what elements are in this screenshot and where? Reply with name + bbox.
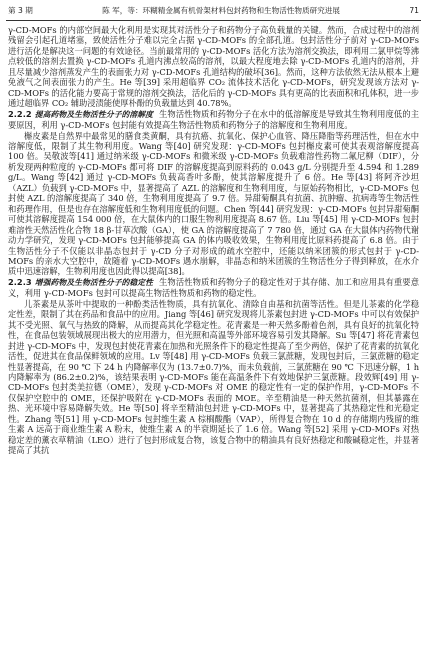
running-title: 陈 军，等：环糊精金属有机骨架材料包封药物和生物活性物质研究进展: [102, 5, 340, 15]
paragraph-solubility: 槲皮素是自然界中最常见的膳食类黄酮，具有抗癌、抗氧化、保护心血管、降压降脂等药理活性，但在水中溶解度低，限制了其生物利用度。Wang 等[40] 研究发现：γ-CD-MOFs 包封槲皮素可使其表观溶解度提高 100 倍。吴敬波等[41] 通过纳米级 γ-CD-MOFs 和微米级 γ-CD-MOFs 负载难溶性药物二氟尼柳（DIF），分析发现两种粒度的 γ-CD-MOFs 都可将 DIF 的溶解度提高到原料药的 0.043 g/L 分别提升至 4.594 和 1.289 g/L。Wang 等[42] 通过 γ-CD-MOFs 负载高香叶多酚，使其溶解度提升了 6 倍。He 等[43] 将阿齐沙坦（AZL）负载到 γ-CD-MOFs 中，显著提高了 AZL 的溶解度和生物利用度，与原始药物相比，γ-CD-MOFs 包封使 AZL 的溶解度提高了 340 倍，生物利用度提高了 9.7 倍。异甜菊酮具有抗菌、抗肿瘤、抗病毒等生物活性和药理作用，但是也存在溶解度低和生物利用度低的问题。Chen 等[44] 研究发现：γ-CD-MOFs 包封异甜菊酮可使其溶解度提高 154 000 倍，在大鼠体内的口服生物利用度提高 8.67 倍。Liu 等[45] 用 γ-CD-MOFs 包封难溶性天然活性化合物 18 β-甘草次酸（GA），使 GA 的溶解度提高了 7 780 倍，通过 GA 在大鼠体内药物代谢动力学研究，发现 γ-CD-MOFs 包封能够提高 GA 的体内吸收效果，生物利用度比原料药提高了 6.8 倍。由于生物活性分子不仅能以非晶态包封于 γ-CD 分子对形成的疏水空腔中，还能以纳米团簇的形式包封于 γ-CD-MOFs 的亲水大空腔中，故随着 γ-CD-MOFs 遇水崩解，非晶态和纳米团簇的生物活性分子得到释放，在水介质中迅速溶解，生物利用度也因此得以提高[38]。: [8, 130, 419, 277]
section-number: 2.2.3: [8, 276, 32, 287]
section-title: 提高药物及生物活性分子的溶解度: [34, 109, 154, 119]
page-header: [6, 0, 421, 21]
section-title: 增强药物及生物活性分子的稳定性: [34, 277, 154, 287]
section-2-2-3: [8, 277, 419, 299]
paragraph-stability: 儿茶素是从茶叶中提取的一种酚类活性物质，具有抗氧化、清除自由基和抗菌等活性。但是儿茶素的化学稳定性差，限制了其在药品和食品中的应用。Jiang 等[46] 研究发现将儿茶素包封进 γ-CD-MOFs 中可以有效保护其不受光照、氧气与热致的降解，从而提高其化学稳定性。花青素是一种天然多酚着色剂，具有良好的抗氧化特性，在食品包装领域展现出极大的应用潜力，但光照和高温等外部环境容易引发其降解。Su 等[47] 将花青素包封进 γ-CD-MOFs 中，发现包封使花青素在加热和光照条件下的稳定性提高了至少两倍，保护了花青素的抗氧化活性，促进其在食品保鲜领域的应用。Lv 等[48] 用 γ-CD-MOFs 负载三氯蔗糖，发现包封后，三氯蔗糖的稳定性显著提高，在 90 ℃ 下 24 h 内降解率仅为 (13.7±0.7)%，而未负载前，三氯蔗糖在 90 ℃ 下迅速分解，1 h 内降解率为 (86.2±0.2)%，该结果表明 γ-CD-MOFs 能在高温条件下有效地保护三氯蔗糖。段效辉[49] 用 γ-CD-MOFs 包封类美拉德（OME），发现 γ-CD-MOFs 对 OME 的稳定性有一定的保护作用，γ-CD-MOFs 不仅保护空腔中的 OME，还保护吸附在 γ-CD-MOFs 表面的 MOE。辛至精油是一种天然抗菌剂，但其暴露在热、光环境中容易降解失效。He 等[50] 将辛至精油包封进 γ-CD-MOFs 中，显著提高了其热稳定性和光稳定性。Zhang 等[51] 用 γ-CD-MOFs 包封维生素 A 棕榈酸酯（VAP），所得复合物在 10 d 的存储期内残留的维生素 A 远高于商业维生素 A 粉末，使维生素 A 的半衰期延长了 1.6 倍。Wang 等[52] 采用 γ-CD-MOFs 对热稳定差的薰衣草精油（LEO）进行了包封形成复合物，该复合物中的精油具有良好热稳定和酸碱稳定性，并显著提高了其抗: [8, 298, 419, 456]
section-2-2-2: [8, 109, 419, 131]
section-number: 2.2.2: [8, 108, 32, 119]
page-number: 71: [409, 5, 419, 15]
section-lead-text: 生物活性物质和药物分子的稳定性对于其存储、加工和应用具有重要意义，利用 γ-CD-MOFs 包封可以提高生物活性物质和药物的稳定性。: [8, 276, 419, 299]
section-lead-text: 生物活性物质和药物分子在水中的低溶解度是导致其生物利用度低的主要原因，利用 γ-CD-MOFs 包封能有效提高生物活性物质和药物分子的溶解度和生物利用度。: [8, 108, 419, 131]
issue-number: 第 3 期: [8, 5, 33, 15]
paragraph-activation: γ-CD-MOFs 的内部空间最大化利用是实现其对活性分子和药物分子高负载量的关键。然而，合成过程中的溶剂残留会引起孔道堵塞，致使活性分子难以完全占据 γ-CD-MOFs 的全部孔道。包封活性分子前对 γ-CD-MOFs 进行活化是解决这一问题的有效途径。当前最常用的 γ-CD-MOFs 活化方法为溶剂交换法，即利用二氯甲烷等沸点较低的溶剂去置换 γ-CD-MOFs 孔道内沸点较高的溶剂，以最大程度地去除 γ-CD-MOFs 孔道内的溶剂，并且尽量减少溶剂蒸发产生的表面张力对 γ-CD-MOFs 孔道结构的破坏[36]。然而，这种方法依然无法从根本上避免液气之间表面张力的产生。He 等[39] 采用超临界 CO₂ 流体技术活化 γ-CD-MOFs，研究发现该方法对 γ-CD-MOFs 的活化能力要高于常规的溶剂交换法，活化后的 γ-CD-MOFs 具有更高的比表面积和孔体积，进一步通过超临界 CO₂ 辅助浸渍能使厚朴酚的负载量达到 40.78%。: [8, 25, 419, 109]
